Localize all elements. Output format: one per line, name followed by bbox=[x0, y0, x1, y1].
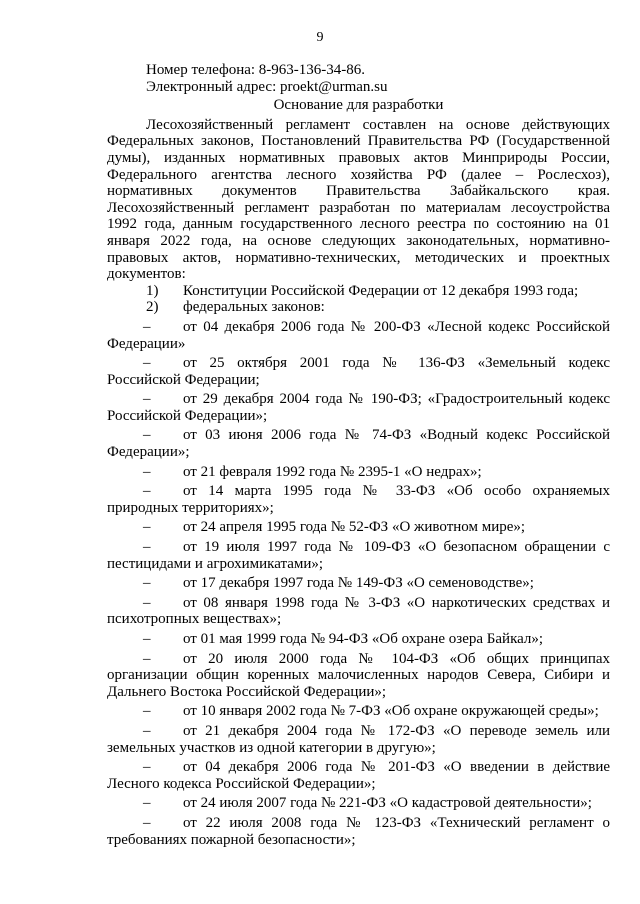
law-item bbox=[107, 319, 610, 352]
dash-marker: – bbox=[143, 594, 151, 611]
law-continuation: Дальнего Востока Российской Федерации»; bbox=[107, 683, 387, 700]
dash-marker: – bbox=[143, 703, 151, 720]
intro-line: Федерального агентства лесного хозяйства РФ (далее – Рослесхоз), bbox=[107, 166, 610, 183]
law-continuation: психотропных веществах»; bbox=[107, 611, 282, 628]
dash-marker: – bbox=[143, 759, 151, 776]
law-first-text: от 22 июля 2008 года № 123-ФЗ «Технический регламент о bbox=[183, 814, 610, 831]
law-first-text: от 01 мая 1999 года № 94-ФЗ «Об охране озера Байкал»; bbox=[183, 631, 544, 647]
law-item bbox=[107, 355, 610, 388]
law-continuation: природных территориях»; bbox=[107, 499, 274, 516]
law-first-line bbox=[107, 575, 610, 592]
dash-marker: – bbox=[143, 650, 151, 667]
law-first-text: от 04 декабря 2006 года № 201-ФЗ «О введении в действие bbox=[183, 759, 610, 776]
item-number: 1) bbox=[146, 282, 159, 299]
law-first-text: от 08 января 1998 года № 3-ФЗ «О наркотических средствах и bbox=[183, 594, 610, 611]
law-first-text: от 10 января 2002 года № 7-ФЗ «Об охране окружающей среды»; bbox=[183, 703, 599, 720]
contact-email: Электронный адрес: proekt@urman.su bbox=[146, 78, 388, 95]
section-heading: Основание для разработки bbox=[273, 97, 444, 114]
law-first-line bbox=[107, 723, 610, 740]
dash-marker: – bbox=[143, 795, 151, 812]
numbered-list bbox=[107, 283, 610, 316]
law-first-line bbox=[107, 391, 610, 408]
law-continuation: Лесного кодекса Российской Федерации»; bbox=[107, 775, 376, 792]
law-continuation: Российской Федерации; bbox=[107, 371, 260, 388]
law-item bbox=[107, 703, 610, 720]
law-first-text: от 20 июля 2000 года № 104-ФЗ «Об общих принципах bbox=[183, 650, 610, 667]
law-first-text: от 04 декабря 2006 года № 200-ФЗ «Лесной кодекс Российской bbox=[183, 318, 610, 335]
dash-marker: – bbox=[143, 463, 151, 480]
intro-line: Лесохозяйственный регламент разработан по материалам лесоустройства bbox=[107, 199, 610, 216]
dash-marker: – bbox=[143, 318, 151, 335]
dash-marker: – bbox=[143, 814, 151, 831]
numbered-item bbox=[107, 283, 610, 300]
law-first-line bbox=[107, 483, 610, 500]
law-first-line bbox=[107, 427, 610, 444]
law-item bbox=[107, 483, 610, 516]
law-item bbox=[107, 539, 610, 572]
item-text: федеральных законов: bbox=[183, 299, 325, 316]
law-first-text: от 17 декабря 1997 года № 149-ФЗ «О семеноводстве»; bbox=[183, 575, 534, 592]
intro-line: нормативных документов Правительства Забайкальского края. bbox=[107, 183, 610, 200]
law-first-text: от 03 июня 2006 года № 74-ФЗ «Водный кодекс Российской bbox=[183, 427, 610, 444]
intro-line: Федеральных законов, Постановлений Правительства РФ (Государственной bbox=[107, 133, 610, 150]
law-item bbox=[107, 723, 610, 756]
law-first-line bbox=[107, 519, 610, 536]
law-first-text: от 14 марта 1995 года № 33-ФЗ «Об особо охраняемых bbox=[183, 483, 610, 500]
law-first-line bbox=[107, 651, 610, 668]
law-first-line bbox=[107, 631, 610, 648]
laws-list bbox=[107, 319, 610, 848]
law-first-text: от 21 декабря 2004 года № 172-ФЗ «О переводе земель или bbox=[183, 722, 610, 739]
law-item bbox=[107, 651, 610, 701]
law-continuation: требованиях пожарной безопасности»; bbox=[107, 831, 356, 848]
law-item bbox=[107, 464, 610, 481]
law-item bbox=[107, 815, 610, 848]
law-first-line bbox=[107, 355, 610, 372]
law-item bbox=[107, 427, 610, 460]
dash-marker: – bbox=[143, 355, 151, 372]
law-item bbox=[107, 759, 610, 792]
dash-marker: – bbox=[143, 391, 151, 408]
dash-marker: – bbox=[143, 722, 151, 739]
law-first-text: от 24 апреля 1995 года № 52-ФЗ «О животном мире»; bbox=[183, 519, 526, 536]
dash-marker: – bbox=[143, 427, 151, 444]
law-continuation: организации общин коренных малочисленных народов Севера, Сибири и bbox=[107, 667, 610, 684]
law-first-line bbox=[107, 319, 610, 336]
intro-line: думы), изданных нормативных правовых актов Минприроды России, bbox=[107, 149, 610, 166]
item-number: 2) bbox=[146, 299, 159, 316]
intro-line: января 2022 года, на основе следующих законодательных, нормативно- bbox=[107, 232, 610, 249]
law-continuation: Федерации»; bbox=[107, 444, 190, 461]
law-first-line bbox=[107, 703, 610, 720]
intro-line: 1992 года, данным государственного лесного реестра по состоянию на 01 bbox=[107, 216, 610, 233]
dash-marker: – bbox=[143, 631, 151, 647]
item-text: Конституции Российской Федерации от 12 декабря 1993 года; bbox=[183, 282, 579, 299]
numbered-item bbox=[107, 299, 610, 316]
law-item bbox=[107, 575, 610, 592]
dash-marker: – bbox=[143, 483, 151, 500]
law-first-text: от 21 февраля 1992 года № 2395-1 «О недрах»; bbox=[183, 463, 482, 480]
law-item bbox=[107, 391, 610, 424]
dash-marker: – bbox=[143, 519, 151, 536]
law-continuation: Российской Федерации»; bbox=[107, 407, 268, 424]
page-number: 9 bbox=[316, 30, 324, 45]
contact-phone: Номер телефона: 8-963-136-34-86. bbox=[146, 62, 366, 78]
law-first-text: от 19 июля 1997 года № 109-ФЗ «О безопасном обращении с bbox=[183, 539, 610, 556]
law-first-line bbox=[107, 464, 610, 481]
intro-line: документов: bbox=[107, 266, 186, 283]
law-item bbox=[107, 795, 610, 812]
law-first-line bbox=[107, 795, 610, 812]
law-first-text: от 24 июля 2007 года № 221-ФЗ «О кадастровой деятельности»; bbox=[183, 795, 592, 812]
law-item bbox=[107, 595, 610, 628]
law-first-line bbox=[107, 539, 610, 556]
law-first-text: от 29 декабря 2004 года № 190-ФЗ; «Градостроительный кодекс bbox=[183, 391, 610, 408]
law-item bbox=[107, 519, 610, 536]
dash-marker: – bbox=[143, 539, 151, 556]
law-item bbox=[107, 631, 610, 648]
law-first-line bbox=[107, 815, 610, 832]
intro-line: Лесохозяйственный регламент составлен на основе действующих bbox=[146, 116, 610, 133]
law-first-line bbox=[107, 595, 610, 612]
intro-line: правовых актов, нормативно-технических, методических и проектных bbox=[107, 249, 610, 266]
law-continuation: земельных участков из одной категории в другую»; bbox=[107, 739, 436, 756]
law-continuation: пестицидами и агрохимикатами»; bbox=[107, 555, 324, 572]
law-first-line bbox=[107, 759, 610, 776]
dash-marker: – bbox=[143, 575, 151, 592]
intro-paragraph bbox=[107, 117, 610, 283]
document-body bbox=[107, 62, 610, 848]
law-first-text: от 25 октября 2001 года № 136-ФЗ «Земельный кодекс bbox=[183, 355, 610, 372]
law-continuation: Федерации» bbox=[107, 335, 186, 352]
